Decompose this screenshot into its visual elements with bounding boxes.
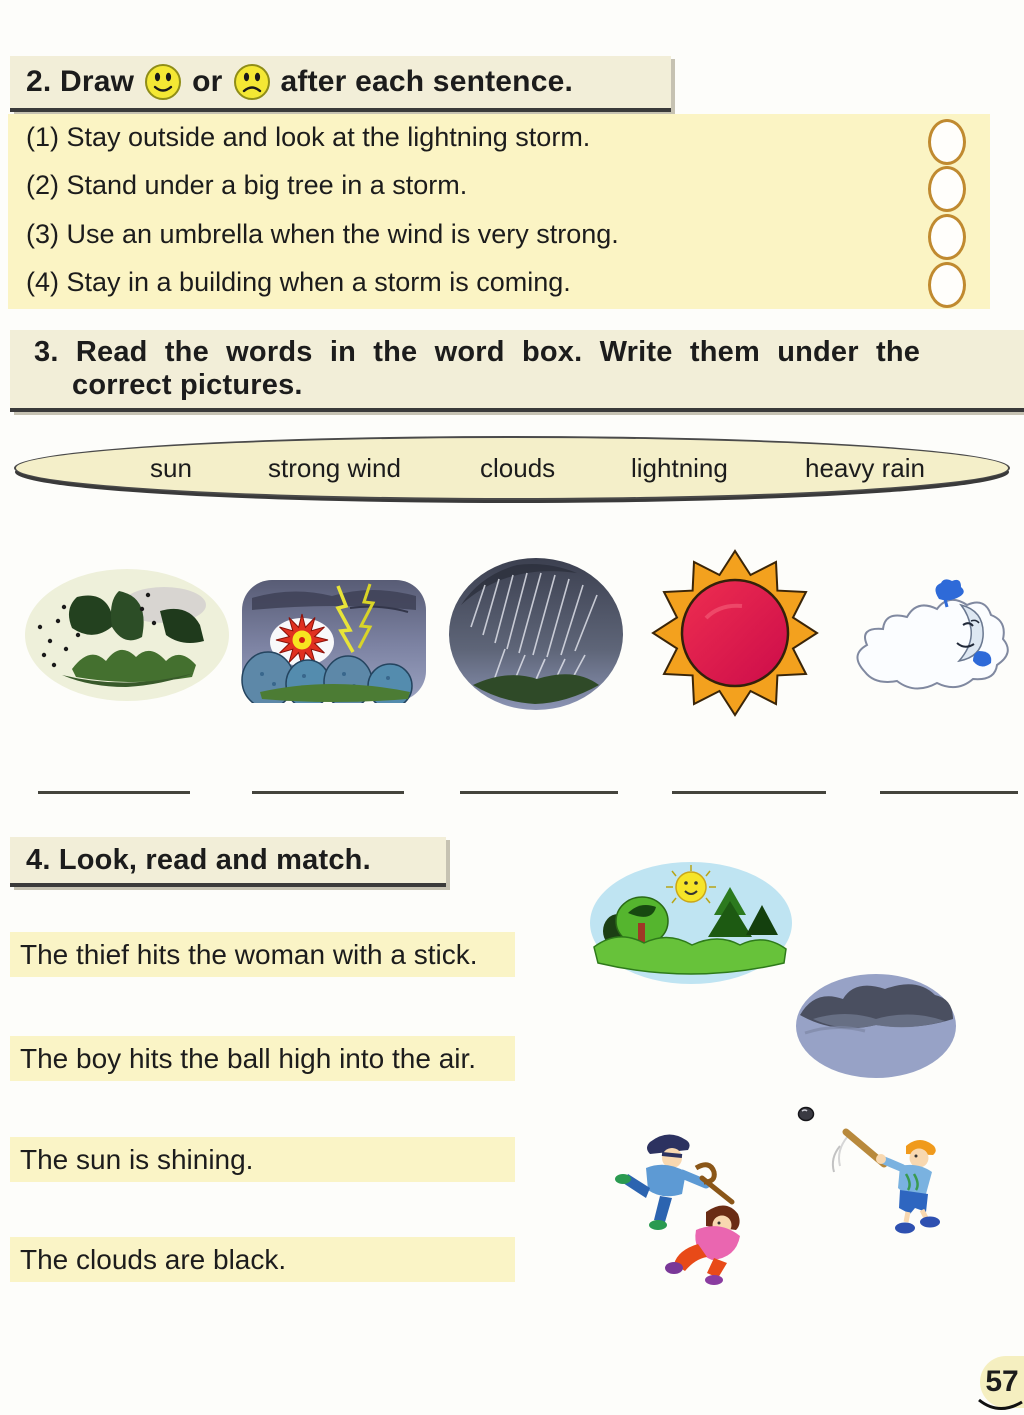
answer-circle-3[interactable]	[928, 214, 966, 260]
word-lightning[interactable]: lightning	[631, 452, 728, 483]
section3-title-line1: 3. Read the words in the word box. Write them under the	[34, 336, 921, 368]
word-sun[interactable]: sun	[150, 452, 192, 483]
section3-title-line2: correct pictures.	[72, 369, 303, 401]
sunny-forest-picture[interactable]	[588, 861, 794, 985]
answer-circle-2[interactable]	[928, 166, 966, 212]
section2-sentence-band	[8, 114, 990, 309]
boy-hits-ball-picture[interactable]	[788, 1100, 968, 1260]
section2-header	[10, 56, 671, 112]
cloud-picture[interactable]	[845, 577, 1010, 699]
strong-wind-picture[interactable]	[22, 565, 232, 705]
write-line-2[interactable]	[252, 791, 404, 794]
section2-title-or: or	[192, 65, 223, 98]
write-line-5[interactable]	[880, 791, 1018, 794]
sun-picture[interactable]	[650, 548, 820, 718]
match-sentence-1[interactable]: The thief hits the woman with a stick.	[10, 932, 515, 977]
word-clouds[interactable]: clouds	[480, 452, 556, 483]
answer-circle-1[interactable]	[928, 119, 966, 165]
section3-header	[10, 330, 1024, 412]
answer-circle-4[interactable]	[928, 262, 966, 308]
write-line-1[interactable]	[38, 791, 190, 794]
thief-hits-woman-picture[interactable]	[600, 1122, 770, 1290]
sentence-3: (3) Use an umbrella when the wind is very strong.	[26, 219, 619, 249]
lightning-picture[interactable]	[240, 578, 428, 703]
sentence-1: (1) Stay outside and look at the lightning storm.	[26, 122, 591, 152]
section4-header	[10, 837, 446, 887]
section2-title-after: after each sentence.	[280, 65, 574, 98]
page-number-value: 57	[985, 1365, 1019, 1398]
write-line-4[interactable]	[672, 791, 826, 794]
heavy-rain-picture[interactable]	[447, 557, 625, 712]
word-heavy-rain[interactable]: heavy rain	[805, 452, 925, 483]
word-strong-wind[interactable]: strong wind	[268, 452, 401, 483]
sentence-4: (4) Stay in a building when a storm is coming.	[26, 267, 571, 297]
sentence-2: (2) Stand under a big tree in a storm.	[26, 170, 468, 200]
word-box	[14, 436, 1010, 500]
section4-title: 4. Look, read and match.	[26, 843, 371, 876]
match-sentence-3[interactable]: The sun is shining.	[10, 1137, 515, 1182]
page-number-swoosh	[976, 1396, 1024, 1414]
happy-face-icon	[144, 63, 182, 101]
sad-face-icon	[233, 63, 271, 101]
match-sentence-4[interactable]: The clouds are black.	[10, 1237, 515, 1282]
match-sentence-2[interactable]: The boy hits the ball high into the air.	[10, 1036, 515, 1081]
dark-clouds-picture[interactable]	[795, 973, 958, 1079]
section2-title-draw: 2. Draw	[26, 65, 135, 98]
write-line-3[interactable]	[460, 791, 618, 794]
